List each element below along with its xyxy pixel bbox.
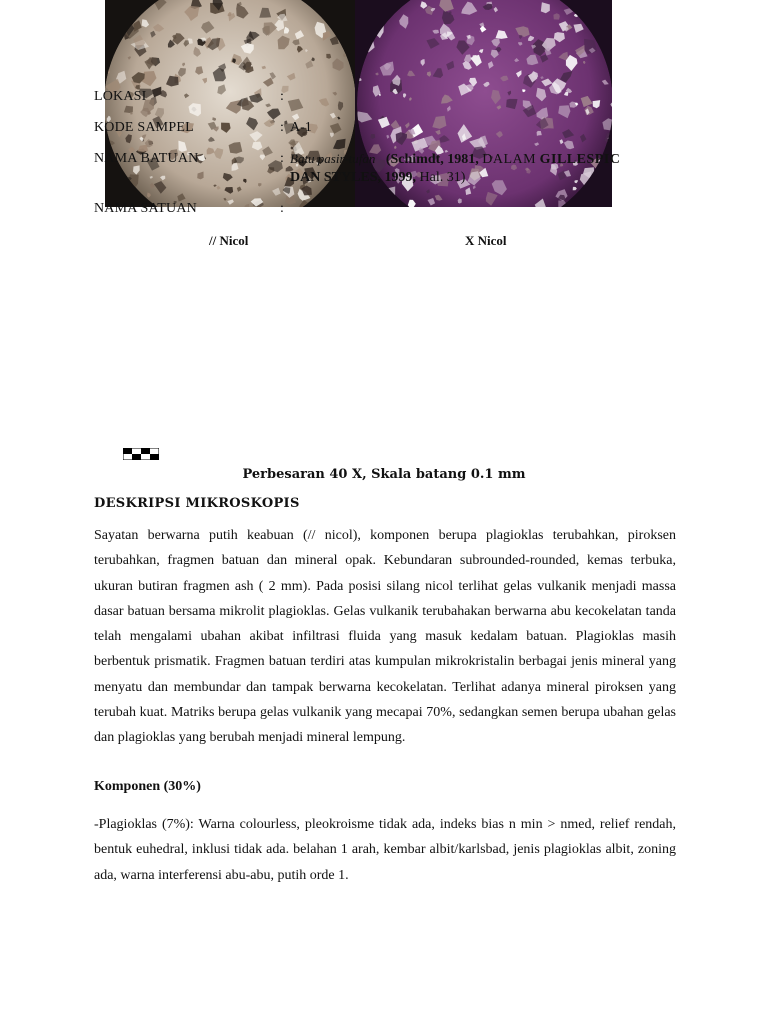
section-heading: DESKRIPSI MIKROSKOPIS (94, 496, 300, 511)
scale-bar (123, 447, 159, 459)
row-nama-batuan-cont (290, 169, 465, 187)
komponen-heading: Komponen (30%) (94, 779, 201, 794)
reference-part-2: GILLESPIC (539, 152, 621, 167)
colon-lokasi: : (280, 89, 284, 104)
label-lokasi: LOKASI (94, 89, 147, 104)
description-paragraph: Sayatan berwarna putih keabuan (// nicol), komponen berupa plagioklas terubahkan, piroksen terubahkan, fragmen batuan dan mineral opak. Kebundaran subrounded-rounded, kemas terbuka, ukuran butiran fragmen ash ( 2 mm). Pada posisi silang nicol terlihat gelas vulkanik menjadi massa dasar batuan bersama mikrolit plagioklas. Gelas vulkanik terubahakan berwarna abu kecokelatan tanda telah mengalami ubahan akibat infiltrasi fluida yang masuk kedalam batuan. Plagioklas masih berbentuk prismatik. Fragmen batuan terdiri atas kumpulan mikrokristalin berbagai jenis mineral yang menyatu dan membundar dan tampak berwarna kecokelatan. Terlihat adanya mineral piroksen yang terubah kuat. Matriks berupa gelas vulkanik yang mecapai 70%, sedangkan semen berupa ubahan gelas dan plagioklas yang berubah menjadi mineral lempung. (94, 528, 676, 746)
reference-part-1: (Schimdt, 1981, (385, 152, 479, 167)
reference-dalam: DALAM (482, 152, 537, 167)
colon-nama-batuan: : (280, 151, 284, 166)
label-nama-batuan: NAMA BATUAN (94, 151, 199, 166)
rock-name: Batu pasir-tufan (290, 151, 376, 166)
colon-kode-sampel: : (280, 120, 284, 135)
reference-line2-page: Hal. 31) (419, 170, 466, 185)
label-kode-sampel: KODE SAMPEL (94, 120, 194, 135)
label-crossed-nicol: X Nicol (465, 233, 507, 248)
value-nama-batuan (290, 150, 670, 169)
value-kode-sampel: A-1 (290, 120, 312, 135)
plagioklas-paragraph: -Plagioklas (7%): Warna colourless, pleokroisme tidak ada, indeks bias n min > nmed, relief rendah, bentuk euhedral, inklusi tidak ada. belahan 1 arah, kembar albit/karlsbad, jenis plagioklas albit, zoning ada, warna interferensi abu-abu, putih orde 1. (94, 817, 676, 883)
label-parallel-nicol: // Nicol (209, 233, 249, 248)
reference-line2-bold: DAN STYLES, 1999, (290, 170, 417, 185)
figure-caption: Perbesaran 40 X, Skala batang 0.1 mm (242, 467, 526, 482)
label-nama-satuan: NAMA SATUAN (94, 201, 197, 216)
colon-nama-satuan: : (280, 201, 284, 216)
